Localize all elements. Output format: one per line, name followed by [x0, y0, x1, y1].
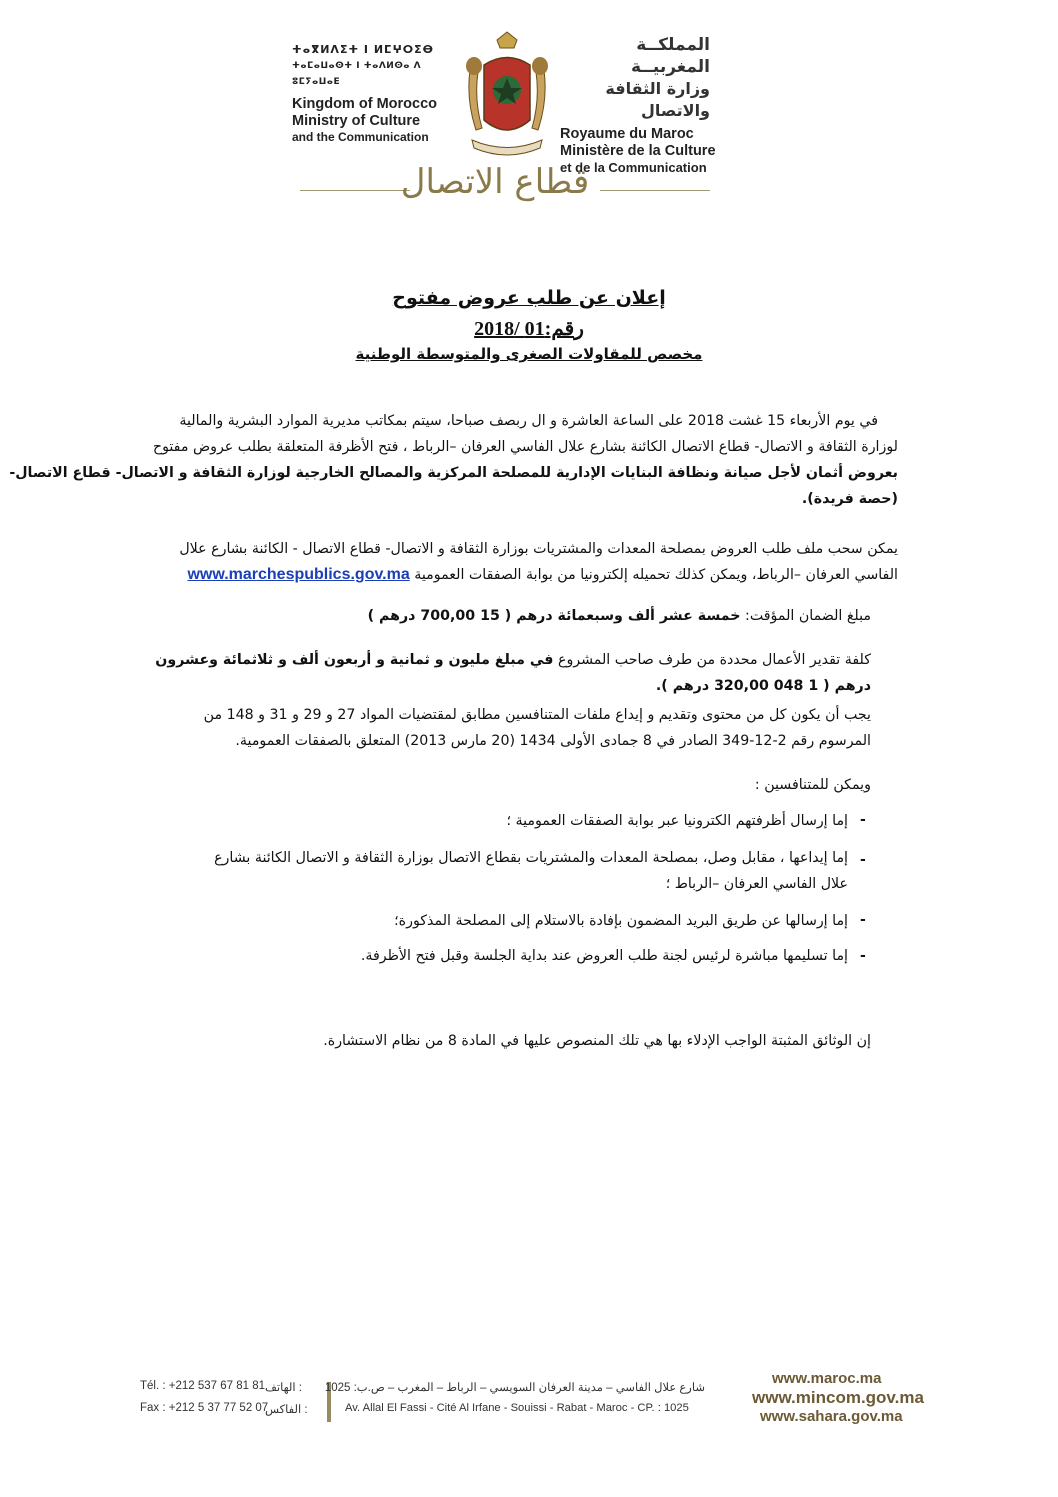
divider-right	[600, 190, 710, 191]
paragraph-conformity	[111, 702, 871, 754]
letterhead-left	[292, 42, 442, 145]
bullet-1-text: إما إرسال أظرفتهم الكترونيا عبر بوابة الصفقات العمومية ؛	[506, 813, 848, 829]
paragraph-opening	[98, 408, 878, 434]
paragraph-competitors	[271, 772, 871, 798]
bullet-dash-1: -	[860, 812, 866, 828]
p2-line-2-text: الفاسي العرفان –الرباط، ويمكن كذلك تحميله إلكترونيا من بوابة الصفقات العمومية	[414, 567, 898, 583]
bullet-dash-4: -	[860, 948, 866, 964]
tifinagh-line-2: ⵜⴰⵎⴰⵡⴰⵙⵜ ⵏ ⵜⴰⴷⵍⵙⴰ ⴷ ⵓⵎⵢⴰⵡⴰⴹ	[292, 61, 422, 87]
estimate-label: كلفة تقدير الأعمال محددة من طرف صاحب المشروع	[557, 652, 871, 668]
bullet-4-text: إما تسليمها مباشرة لرئيس لجنة طلب العروض عند بداية الجلسة وقبل فتح الأظرفة.	[360, 948, 848, 964]
bullet-3-text: إما إرسالها عن طريق البريد المضمون بإفادة بالاستلام إلى المصلحة المذكورة؛	[394, 913, 848, 929]
fr-communication: et de la Communication	[560, 160, 707, 175]
footer-fax-ar: : الفاكس	[265, 1404, 308, 1416]
p2-line-2	[98, 562, 898, 588]
letterhead	[240, 22, 740, 222]
bullet-item-3	[148, 908, 848, 934]
web-link-sahara[interactable]: www.sahara.gov.ma	[760, 1408, 903, 1425]
notice-title: إعلان عن طلب عروض مفتوح	[392, 287, 666, 309]
paragraph-guarantee	[171, 603, 871, 629]
paragraph-documents	[171, 1028, 871, 1054]
coat-of-arms-emblem-icon	[462, 30, 552, 180]
footer	[0, 1370, 1058, 1440]
p1-line-2: لوزارة الثقافة و الاتصال- قطاع الاتصال الكائنة بشارع علال الفاسي العرفان –الرباط ، فتح الأظرفة المتعلقة بطلب عروض مفتوح	[152, 439, 898, 455]
paragraph-download	[98, 536, 898, 588]
p2-line-1: يمكن سحب ملف طلب العروض بمصلحة المعدات والمشتريات بوزارة الثقافة و الاتصال- قطاع الاتصال - الكائنة بشارع علال	[179, 541, 898, 557]
bullet-item-2	[108, 845, 848, 897]
bullet-dash-2: -	[860, 852, 866, 868]
ar-ministry: وزارة الثقافة والاتصال	[605, 79, 710, 120]
guarantee-label: مبلغ الضمان المؤقت:	[745, 608, 871, 624]
footer-address-fr: Av. Allal El Fassi - Cité Al Irfane - Souissi - Rabat - Maroc - CP. : 1025	[345, 1402, 689, 1414]
estimate-amount-figure: درهم ( 1 048 320,00 درهم ).	[655, 678, 871, 694]
p7-text: إن الوثائق المثبتة الواجب الإدلاء بها هي تلك المنصوص عليها في المادة 8 من نظام الاستشارة.	[323, 1033, 871, 1049]
footer-fax: Fax : +212 5 37 77 52 07	[140, 1402, 269, 1414]
p5-line-1: يجب أن يكون كل من محتوى وتقديم و إيداع ملفات المتنافسين مطابق لمقتضيات المواد 27 و 29 و 31 و 148 من	[203, 707, 871, 723]
fr-ministry: Ministère de la Culture	[560, 143, 716, 159]
p1-line-4: (حصة فريدة).	[801, 491, 898, 507]
marches-publics-link[interactable]: www.marchespublics.gov.ma	[187, 566, 410, 583]
bullet-2-line-1: إما إيداعها ، مقابل وصل، بمصلحة المعدات والمشتريات بقطاع الاتصال بوزارة الثقافة و الاتصال الكائنة بشارع	[214, 850, 848, 866]
sector-title: قطاع الاتصال	[400, 162, 590, 202]
guarantee-value: خمسة عشر ألف وسبعمائة درهم ( 15 700,00 درهم )	[367, 608, 741, 624]
fr-kingdom: Royaume du Maroc	[560, 126, 694, 142]
paragraph-estimate	[111, 647, 871, 699]
bullet-item-1	[148, 808, 848, 834]
notice-number: رقم:01 /2018	[474, 318, 584, 340]
footer-address-ar: شارع علال الفاسي – مدينة العرفان السويسي – الرباط – المغرب – ص.ب: 1025	[324, 1382, 705, 1394]
p6-text: ويمكن للمتنافسين :	[754, 777, 871, 793]
footer-tel-ar: : الهاتف	[265, 1382, 302, 1394]
letterhead-right	[560, 34, 740, 175]
notice-subtitle: مخصص للمقاولات الصغرى والمتوسطة الوطنية	[355, 345, 703, 363]
en-kingdom: Kingdom of Morocco	[292, 96, 437, 112]
estimate-amount-text: في مبلغ مليون و ثمانية و أربعون ألف و ثلاثمائة وعشرون	[155, 652, 554, 668]
web-link-mincom[interactable]: www.mincom.gov.ma	[752, 1388, 924, 1407]
bullet-item-4	[148, 943, 848, 969]
footer-tel: Tél. : +212 537 67 81 81	[140, 1380, 266, 1392]
bullet-2-line-2: علال الفاسي العرفان –الرباط ؛	[665, 876, 848, 892]
p5-line-2: المرسوم رقم 2-12-349 الصادر في 8 جمادى الأولى 1434 (20 مارس 2013) المتعلق بالصفقات العمومية.	[235, 733, 871, 749]
p1-line-3: بعروض أثمان لأجل صيانة ونظافة البنايات الإدارية للمصلحة المركزية والمصالح الخارجية لوزارة الثقافة و الاتصال- قطاع الاتصال-	[9, 465, 898, 481]
paragraph-opening-cont	[9, 434, 898, 512]
tifinagh-line-1: ⵜⴰⴳⵍⴷⵉⵜ ⵏ ⵍⵎⵖⵔⵉⴱ	[292, 43, 435, 56]
ar-kingdom: المملكــة المغربيــة	[630, 35, 710, 77]
en-communication: and the Communication	[292, 130, 429, 144]
bullet-dash-3: -	[860, 912, 866, 928]
web-link-maroc[interactable]: www.maroc.ma	[772, 1370, 882, 1387]
p1-line-1: في يوم الأربعاء 15 غشت 2018 على الساعة العاشرة و ال ربصف صباحا، سيتم بمكاتب مديرية الموارد البشرية والمالية	[179, 413, 878, 429]
en-ministry: Ministry of Culture	[292, 113, 421, 129]
